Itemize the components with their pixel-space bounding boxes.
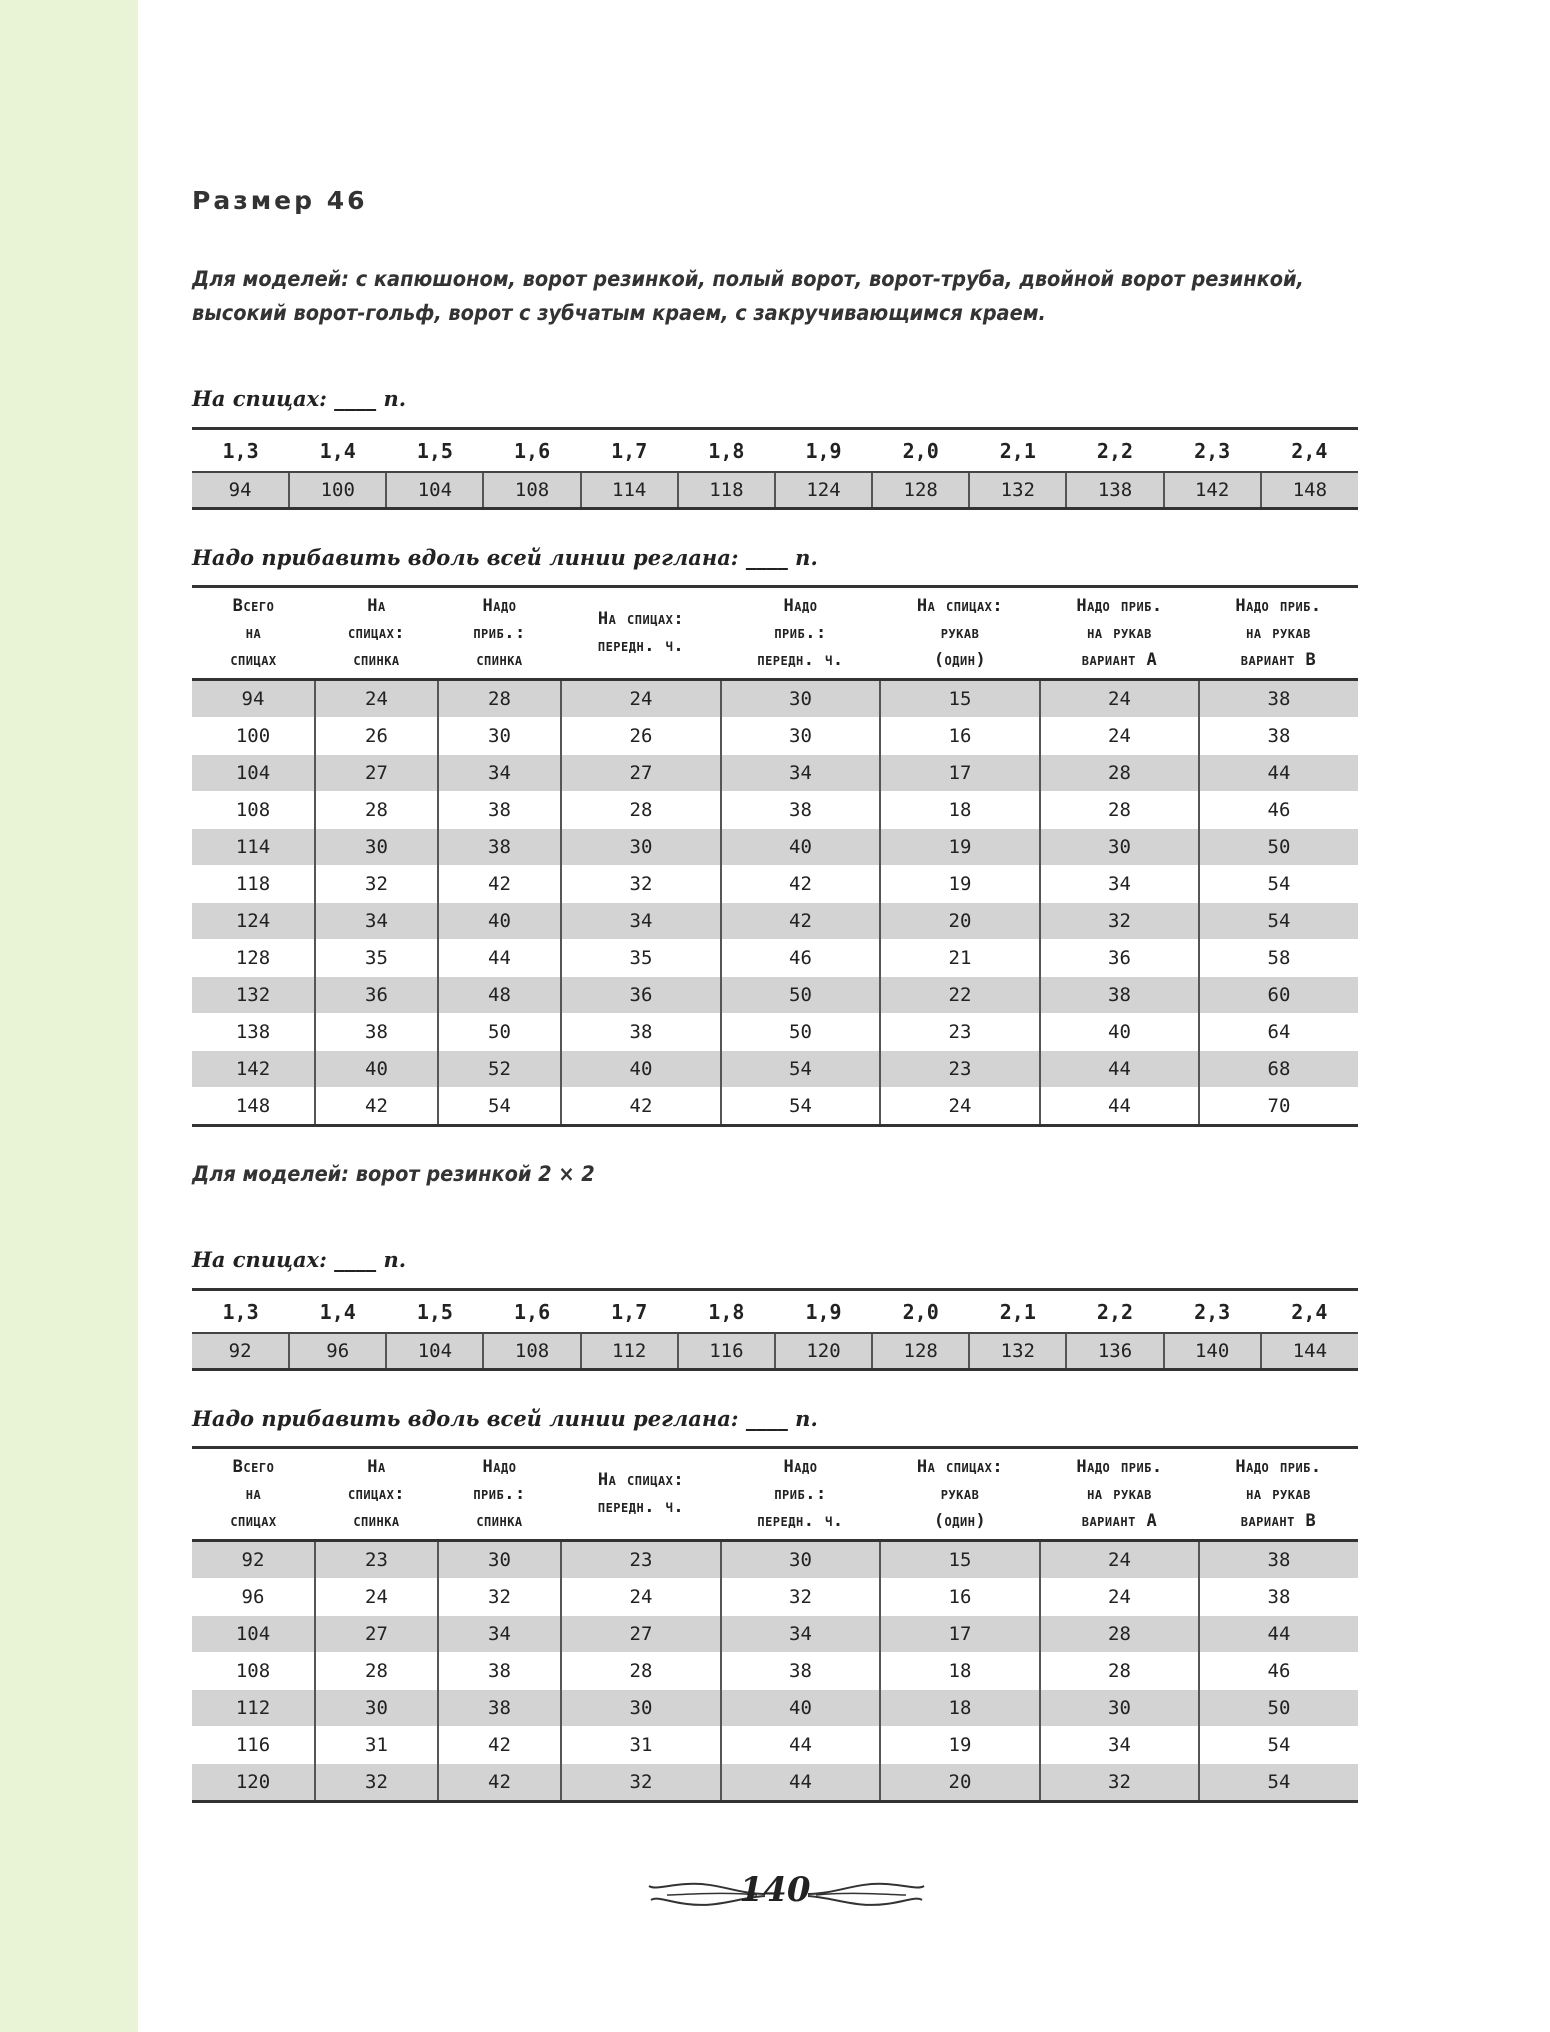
table-row: [192, 1541, 1358, 1579]
table-cell: 104: [192, 755, 315, 792]
table-cell: 28: [438, 680, 561, 718]
table-cell: 38: [561, 1014, 721, 1051]
table-cell: 23: [315, 1541, 438, 1579]
table-cell: 40: [438, 903, 561, 940]
table-cell: 19: [880, 1727, 1040, 1764]
table-cell: 28: [1040, 1653, 1199, 1690]
section2-needles-label: На спицах: ____ п.: [192, 1247, 407, 1272]
table-cell: 38: [315, 1014, 438, 1051]
table-cell: 30: [721, 680, 880, 718]
table-cell: 24: [880, 1088, 1040, 1126]
needle-count-cell: 148: [1261, 472, 1358, 509]
table-cell: 116: [192, 1727, 315, 1764]
needle-count-cell: 132: [969, 1333, 1066, 1370]
needle-size-cell: 1,7: [581, 1290, 678, 1334]
table-cell: 48: [438, 977, 561, 1014]
column-header-line: рукав: [940, 1483, 980, 1504]
table-cell: 28: [315, 1653, 438, 1690]
table-cell: 94: [192, 680, 315, 718]
page-title: Размер 46: [192, 186, 368, 215]
column-header-line: спинка: [353, 649, 400, 670]
table-cell: 42: [721, 866, 880, 903]
column-header: [192, 1448, 315, 1541]
table-cell: 38: [438, 792, 561, 829]
table-cell: 36: [1040, 940, 1199, 977]
table-cell: 54: [1199, 1727, 1358, 1764]
table-cell: 23: [880, 1014, 1040, 1051]
table-cell: 46: [1199, 1653, 1358, 1690]
table-cell: 44: [1040, 1088, 1199, 1126]
table-cell: 54: [721, 1051, 880, 1088]
table-cell: 24: [315, 680, 438, 718]
table-row: [192, 903, 1358, 940]
needle-size-cell: 2,2: [1066, 429, 1163, 473]
table-cell: 50: [721, 1014, 880, 1051]
table-cell: 42: [721, 903, 880, 940]
table-cell: 24: [1040, 1541, 1199, 1579]
table-cell: 27: [315, 1616, 438, 1653]
table-cell: 58: [1199, 940, 1358, 977]
needle-size-cell: 2,1: [969, 429, 1066, 473]
table-row: [192, 1616, 1358, 1653]
table-cell: 30: [721, 718, 880, 755]
table-cell: 100: [192, 718, 315, 755]
column-header-line: передн. ч.: [597, 1497, 685, 1517]
column-header-line: на рукав: [1246, 1483, 1311, 1504]
column-header-line: вариант А: [1081, 649, 1158, 670]
table-cell: 46: [721, 940, 880, 977]
table-cell: 16: [880, 718, 1040, 755]
table-cell: 30: [1040, 829, 1199, 866]
section1-needles-label: На спицах: ____ п.: [192, 386, 407, 411]
needle-count-cell: 128: [872, 472, 969, 509]
table-cell: 120: [192, 1764, 315, 1802]
column-header-line: на: [245, 622, 262, 643]
column-header-line: На: [367, 595, 386, 616]
table-cell: 28: [1040, 1616, 1199, 1653]
table-cell: 92: [192, 1541, 315, 1579]
table-cell: 54: [1199, 903, 1358, 940]
section1-raglan-table: [192, 585, 1358, 1127]
table-cell: 60: [1199, 977, 1358, 1014]
column-header: [438, 587, 561, 680]
table-row: [192, 1690, 1358, 1727]
table-cell: 17: [880, 755, 1040, 792]
table-cell: 54: [1199, 1764, 1358, 1802]
page-number-text: 140: [739, 1870, 811, 1910]
needle-count-cell: 112: [581, 1333, 678, 1370]
needle-size-cell: 1,8: [678, 429, 775, 473]
table-cell: 30: [721, 1541, 880, 1579]
table-cell: 40: [721, 1690, 880, 1727]
table-cell: 38: [1199, 680, 1358, 718]
table-cell: 24: [1040, 1579, 1199, 1616]
section2-raglan-label: Надо прибавить вдоль всей линии реглана: ____ п.: [192, 1406, 818, 1431]
column-header-line: Надо: [783, 1456, 818, 1477]
table-cell: 128: [192, 940, 315, 977]
needle-count-cell: 116: [678, 1333, 775, 1370]
column-header-line: на: [245, 1483, 262, 1504]
section2-raglan-table: [192, 1446, 1358, 1803]
needle-size-cell: 2,4: [1261, 429, 1358, 473]
table-cell: 54: [1199, 866, 1358, 903]
table-cell: 32: [315, 1764, 438, 1802]
table-cell: 142: [192, 1051, 315, 1088]
column-header-line: спицах:: [347, 1483, 406, 1504]
needle-size-cell: 1,7: [581, 429, 678, 473]
column-header: [561, 587, 721, 680]
column-header-line: передн. ч.: [597, 636, 685, 656]
table-row: [192, 1014, 1358, 1051]
table-cell: 124: [192, 903, 315, 940]
table-cell: 27: [561, 1616, 721, 1653]
table-cell: 15: [880, 680, 1040, 718]
table-cell: 30: [438, 718, 561, 755]
table-cell: 30: [561, 829, 721, 866]
table-cell: 42: [438, 866, 561, 903]
column-header-line: На спицах:: [597, 609, 685, 629]
table-cell: 32: [1040, 1764, 1199, 1802]
needle-size-cell: 1,8: [678, 1290, 775, 1334]
table-cell: 118: [192, 866, 315, 903]
needle-count-cell: 128: [872, 1333, 969, 1370]
table-cell: 28: [1040, 755, 1199, 792]
table-row: [192, 977, 1358, 1014]
column-header-line: Надо: [482, 595, 517, 616]
column-header-line: спинка: [476, 649, 523, 670]
table-cell: 24: [561, 680, 721, 718]
column-header-line: спинка: [353, 1510, 400, 1531]
table-cell: 42: [561, 1088, 721, 1126]
table-cell: 38: [721, 792, 880, 829]
column-header-line: рукав: [940, 622, 980, 643]
table-cell: 44: [1199, 755, 1358, 792]
table-row: [192, 1088, 1358, 1126]
table-cell: 31: [561, 1727, 721, 1764]
table-cell: 34: [561, 903, 721, 940]
table-cell: 28: [1040, 792, 1199, 829]
section2-needles-table: [192, 1288, 1358, 1371]
needle-count-cell: 94: [192, 472, 289, 509]
table-cell: 70: [1199, 1088, 1358, 1126]
table-cell: 40: [1040, 1014, 1199, 1051]
table-cell: 23: [880, 1051, 1040, 1088]
table-cell: 30: [1040, 1690, 1199, 1727]
table-cell: 38: [1199, 1579, 1358, 1616]
table-cell: 52: [438, 1051, 561, 1088]
column-header-line: вариант В: [1240, 649, 1317, 670]
table-cell: 50: [438, 1014, 561, 1051]
column-header-line: приб.:: [473, 1483, 526, 1504]
table-cell: 96: [192, 1579, 315, 1616]
needle-size-cell: 2,2: [1066, 1290, 1163, 1334]
table-cell: 40: [561, 1051, 721, 1088]
column-header-line: (один): [933, 1510, 987, 1531]
column-header-line: передн. ч.: [757, 649, 844, 670]
column-header-line: Надо приб.: [1235, 595, 1322, 616]
table-row: [192, 1579, 1358, 1616]
table-cell: 36: [315, 977, 438, 1014]
needle-count-cell: 136: [1066, 1333, 1163, 1370]
needle-count-cell: 138: [1066, 472, 1163, 509]
table-cell: 46: [1199, 792, 1358, 829]
table-cell: 112: [192, 1690, 315, 1727]
table-cell: 34: [721, 1616, 880, 1653]
table-cell: 104: [192, 1616, 315, 1653]
table-cell: 19: [880, 829, 1040, 866]
table-cell: 38: [438, 1690, 561, 1727]
table-cell: 32: [438, 1579, 561, 1616]
section2-intro: Для моделей: ворот резинкой 2 × 2: [192, 1162, 595, 1187]
column-header-line: На: [367, 1456, 386, 1477]
table-row: [192, 755, 1358, 792]
table-cell: 32: [1040, 903, 1199, 940]
column-header-line: Надо приб.: [1076, 595, 1163, 616]
table-cell: 28: [561, 1653, 721, 1690]
page-number: [192, 1870, 1358, 1910]
needle-count-cell: 142: [1164, 472, 1261, 509]
needle-count-cell: 104: [386, 1333, 483, 1370]
needle-size-cell: 2,0: [872, 429, 969, 473]
needle-count-cell: 114: [581, 472, 678, 509]
column-header-line: вариант В: [1240, 1510, 1317, 1531]
needle-count-cell: 132: [969, 472, 1066, 509]
table-cell: 132: [192, 977, 315, 1014]
section1-raglan-label: Надо прибавить вдоль всей линии реглана: ____ п.: [192, 545, 818, 570]
column-header: [1040, 587, 1199, 680]
needle-size-cell: 1,6: [483, 1290, 580, 1334]
table-cell: 34: [1040, 1727, 1199, 1764]
column-header-line: спинка: [476, 1510, 523, 1531]
table-cell: 16: [880, 1579, 1040, 1616]
column-header-line: спицах:: [347, 622, 406, 643]
table-cell: 44: [721, 1727, 880, 1764]
table-cell: 32: [315, 866, 438, 903]
column-header-line: Надо: [482, 1456, 517, 1477]
column-header-line: Всего: [232, 595, 275, 616]
table-cell: 23: [561, 1541, 721, 1579]
column-header-line: На спицах:: [916, 595, 1004, 616]
column-header-line: спицах: [230, 649, 277, 670]
table-cell: 15: [880, 1541, 1040, 1579]
table-cell: 42: [315, 1088, 438, 1126]
table-cell: 18: [880, 792, 1040, 829]
column-header-line: Надо приб.: [1076, 1456, 1163, 1477]
column-header: [192, 587, 315, 680]
table-cell: 32: [561, 866, 721, 903]
table-row: [192, 829, 1358, 866]
needle-size-cell: 1,4: [289, 1290, 386, 1334]
needle-size-cell: 2,3: [1164, 429, 1261, 473]
table-cell: 38: [1199, 718, 1358, 755]
table-cell: 50: [1199, 1690, 1358, 1727]
needle-count-cell: 120: [775, 1333, 872, 1370]
column-header-line: приб.:: [473, 622, 526, 643]
table-row: [192, 866, 1358, 903]
table-cell: 44: [1040, 1051, 1199, 1088]
table-cell: 44: [721, 1764, 880, 1802]
column-header: [721, 1448, 880, 1541]
needle-count-cell: 92: [192, 1333, 289, 1370]
table-cell: 20: [880, 903, 1040, 940]
table-cell: 34: [721, 755, 880, 792]
table-cell: 27: [315, 755, 438, 792]
needle-size-cell: 1,9: [775, 429, 872, 473]
needle-size-cell: 2,4: [1261, 1290, 1358, 1334]
table-row: [192, 940, 1358, 977]
column-header: [1199, 1448, 1358, 1541]
column-header: [438, 1448, 561, 1541]
table-cell: 38: [721, 1653, 880, 1690]
column-header-line: (один): [933, 649, 987, 670]
table-cell: 108: [192, 792, 315, 829]
needle-count-cell: 96: [289, 1333, 386, 1370]
column-header: [1040, 1448, 1199, 1541]
table-cell: 19: [880, 866, 1040, 903]
table-cell: 148: [192, 1088, 315, 1126]
table-cell: 35: [561, 940, 721, 977]
column-header-line: вариант А: [1081, 1510, 1158, 1531]
needle-size-cell: 1,5: [386, 429, 483, 473]
needle-count-cell: 118: [678, 472, 775, 509]
table-cell: 138: [192, 1014, 315, 1051]
table-cell: 50: [1199, 829, 1358, 866]
table-cell: 18: [880, 1653, 1040, 1690]
table-cell: 22: [880, 977, 1040, 1014]
column-header-line: Надо: [783, 595, 818, 616]
needle-size-cell: 1,6: [483, 429, 580, 473]
column-header: [721, 587, 880, 680]
table-cell: 30: [438, 1541, 561, 1579]
column-header: [880, 1448, 1040, 1541]
table-cell: 30: [315, 1690, 438, 1727]
table-cell: 21: [880, 940, 1040, 977]
column-header: [1199, 587, 1358, 680]
table-cell: 34: [438, 755, 561, 792]
table-cell: 38: [1040, 977, 1199, 1014]
table-cell: 64: [1199, 1014, 1358, 1051]
column-header: [315, 587, 438, 680]
needle-count-cell: 140: [1164, 1333, 1261, 1370]
needle-count-cell: 100: [289, 472, 386, 509]
needle-size-cell: 1,3: [192, 429, 289, 473]
needle-size-cell: 1,4: [289, 429, 386, 473]
table-cell: 38: [438, 829, 561, 866]
table-cell: 27: [561, 755, 721, 792]
table-row: [192, 792, 1358, 829]
table-cell: 24: [561, 1579, 721, 1616]
table-cell: 32: [721, 1579, 880, 1616]
table-row: [192, 680, 1358, 718]
table-cell: 34: [315, 903, 438, 940]
table-cell: 54: [721, 1088, 880, 1126]
table-cell: 24: [1040, 718, 1199, 755]
needle-size-cell: 2,3: [1164, 1290, 1261, 1334]
table-cell: 20: [880, 1764, 1040, 1802]
needle-count-cell: 104: [386, 472, 483, 509]
table-cell: 28: [561, 792, 721, 829]
table-cell: 26: [561, 718, 721, 755]
column-header-line: спицах: [230, 1510, 277, 1531]
side-band: [0, 0, 138, 2032]
table-cell: 38: [438, 1653, 561, 1690]
table-row: [192, 718, 1358, 755]
table-cell: 24: [315, 1579, 438, 1616]
needle-count-cell: 108: [483, 1333, 580, 1370]
table-cell: 32: [561, 1764, 721, 1802]
table-cell: 40: [721, 829, 880, 866]
table-cell: 68: [1199, 1051, 1358, 1088]
table-cell: 50: [721, 977, 880, 1014]
table-cell: 34: [438, 1616, 561, 1653]
needle-count-cell: 144: [1261, 1333, 1358, 1370]
section1-intro: Для моделей: с капюшоном, ворот резинкой, полый ворот, ворот-труба, двойной ворот резинкой, высокий ворот-гольф, ворот с зубчатым краем, с закручивающимся краем.: [192, 267, 1304, 326]
table-cell: 108: [192, 1653, 315, 1690]
section1-needles-table: [192, 427, 1358, 510]
table-cell: 30: [315, 829, 438, 866]
table-cell: 38: [1199, 1541, 1358, 1579]
table-row: [192, 1727, 1358, 1764]
table-row: [192, 1653, 1358, 1690]
table-cell: 44: [1199, 1616, 1358, 1653]
needle-size-cell: 2,0: [872, 1290, 969, 1334]
table-cell: 40: [315, 1051, 438, 1088]
table-cell: 34: [1040, 866, 1199, 903]
column-header-line: приб.:: [774, 1483, 827, 1504]
table-cell: 42: [438, 1764, 561, 1802]
table-cell: 44: [438, 940, 561, 977]
column-header-line: на рукав: [1087, 622, 1152, 643]
table-row: [192, 1764, 1358, 1802]
table-row: [192, 1051, 1358, 1088]
needle-count-cell: 108: [483, 472, 580, 509]
column-header-line: На спицах:: [597, 1470, 685, 1490]
table-cell: 54: [438, 1088, 561, 1126]
column-header-line: на рукав: [1246, 622, 1311, 643]
column-header: [880, 587, 1040, 680]
column-header-line: передн. ч.: [757, 1510, 844, 1531]
table-cell: 26: [315, 718, 438, 755]
column-header: [315, 1448, 438, 1541]
table-cell: 31: [315, 1727, 438, 1764]
table-cell: 28: [315, 792, 438, 829]
needle-size-cell: 1,5: [386, 1290, 483, 1334]
column-header-line: На спицах:: [916, 1456, 1004, 1477]
table-cell: 36: [561, 977, 721, 1014]
table-cell: 42: [438, 1727, 561, 1764]
column-header-line: Всего: [232, 1456, 275, 1477]
flourish-right-icon: [806, 1874, 926, 1914]
table-cell: 35: [315, 940, 438, 977]
table-cell: 24: [1040, 680, 1199, 718]
needle-size-cell: 1,3: [192, 1290, 289, 1334]
needle-size-cell: 2,1: [969, 1290, 1066, 1334]
table-cell: 114: [192, 829, 315, 866]
column-header-line: Надо приб.: [1235, 1456, 1322, 1477]
table-cell: 18: [880, 1690, 1040, 1727]
table-cell: 17: [880, 1616, 1040, 1653]
table-cell: 30: [561, 1690, 721, 1727]
column-header-line: на рукав: [1087, 1483, 1152, 1504]
needle-size-cell: 1,9: [775, 1290, 872, 1334]
needle-count-cell: 124: [775, 472, 872, 509]
column-header-line: приб.:: [774, 622, 827, 643]
column-header: [561, 1448, 721, 1541]
